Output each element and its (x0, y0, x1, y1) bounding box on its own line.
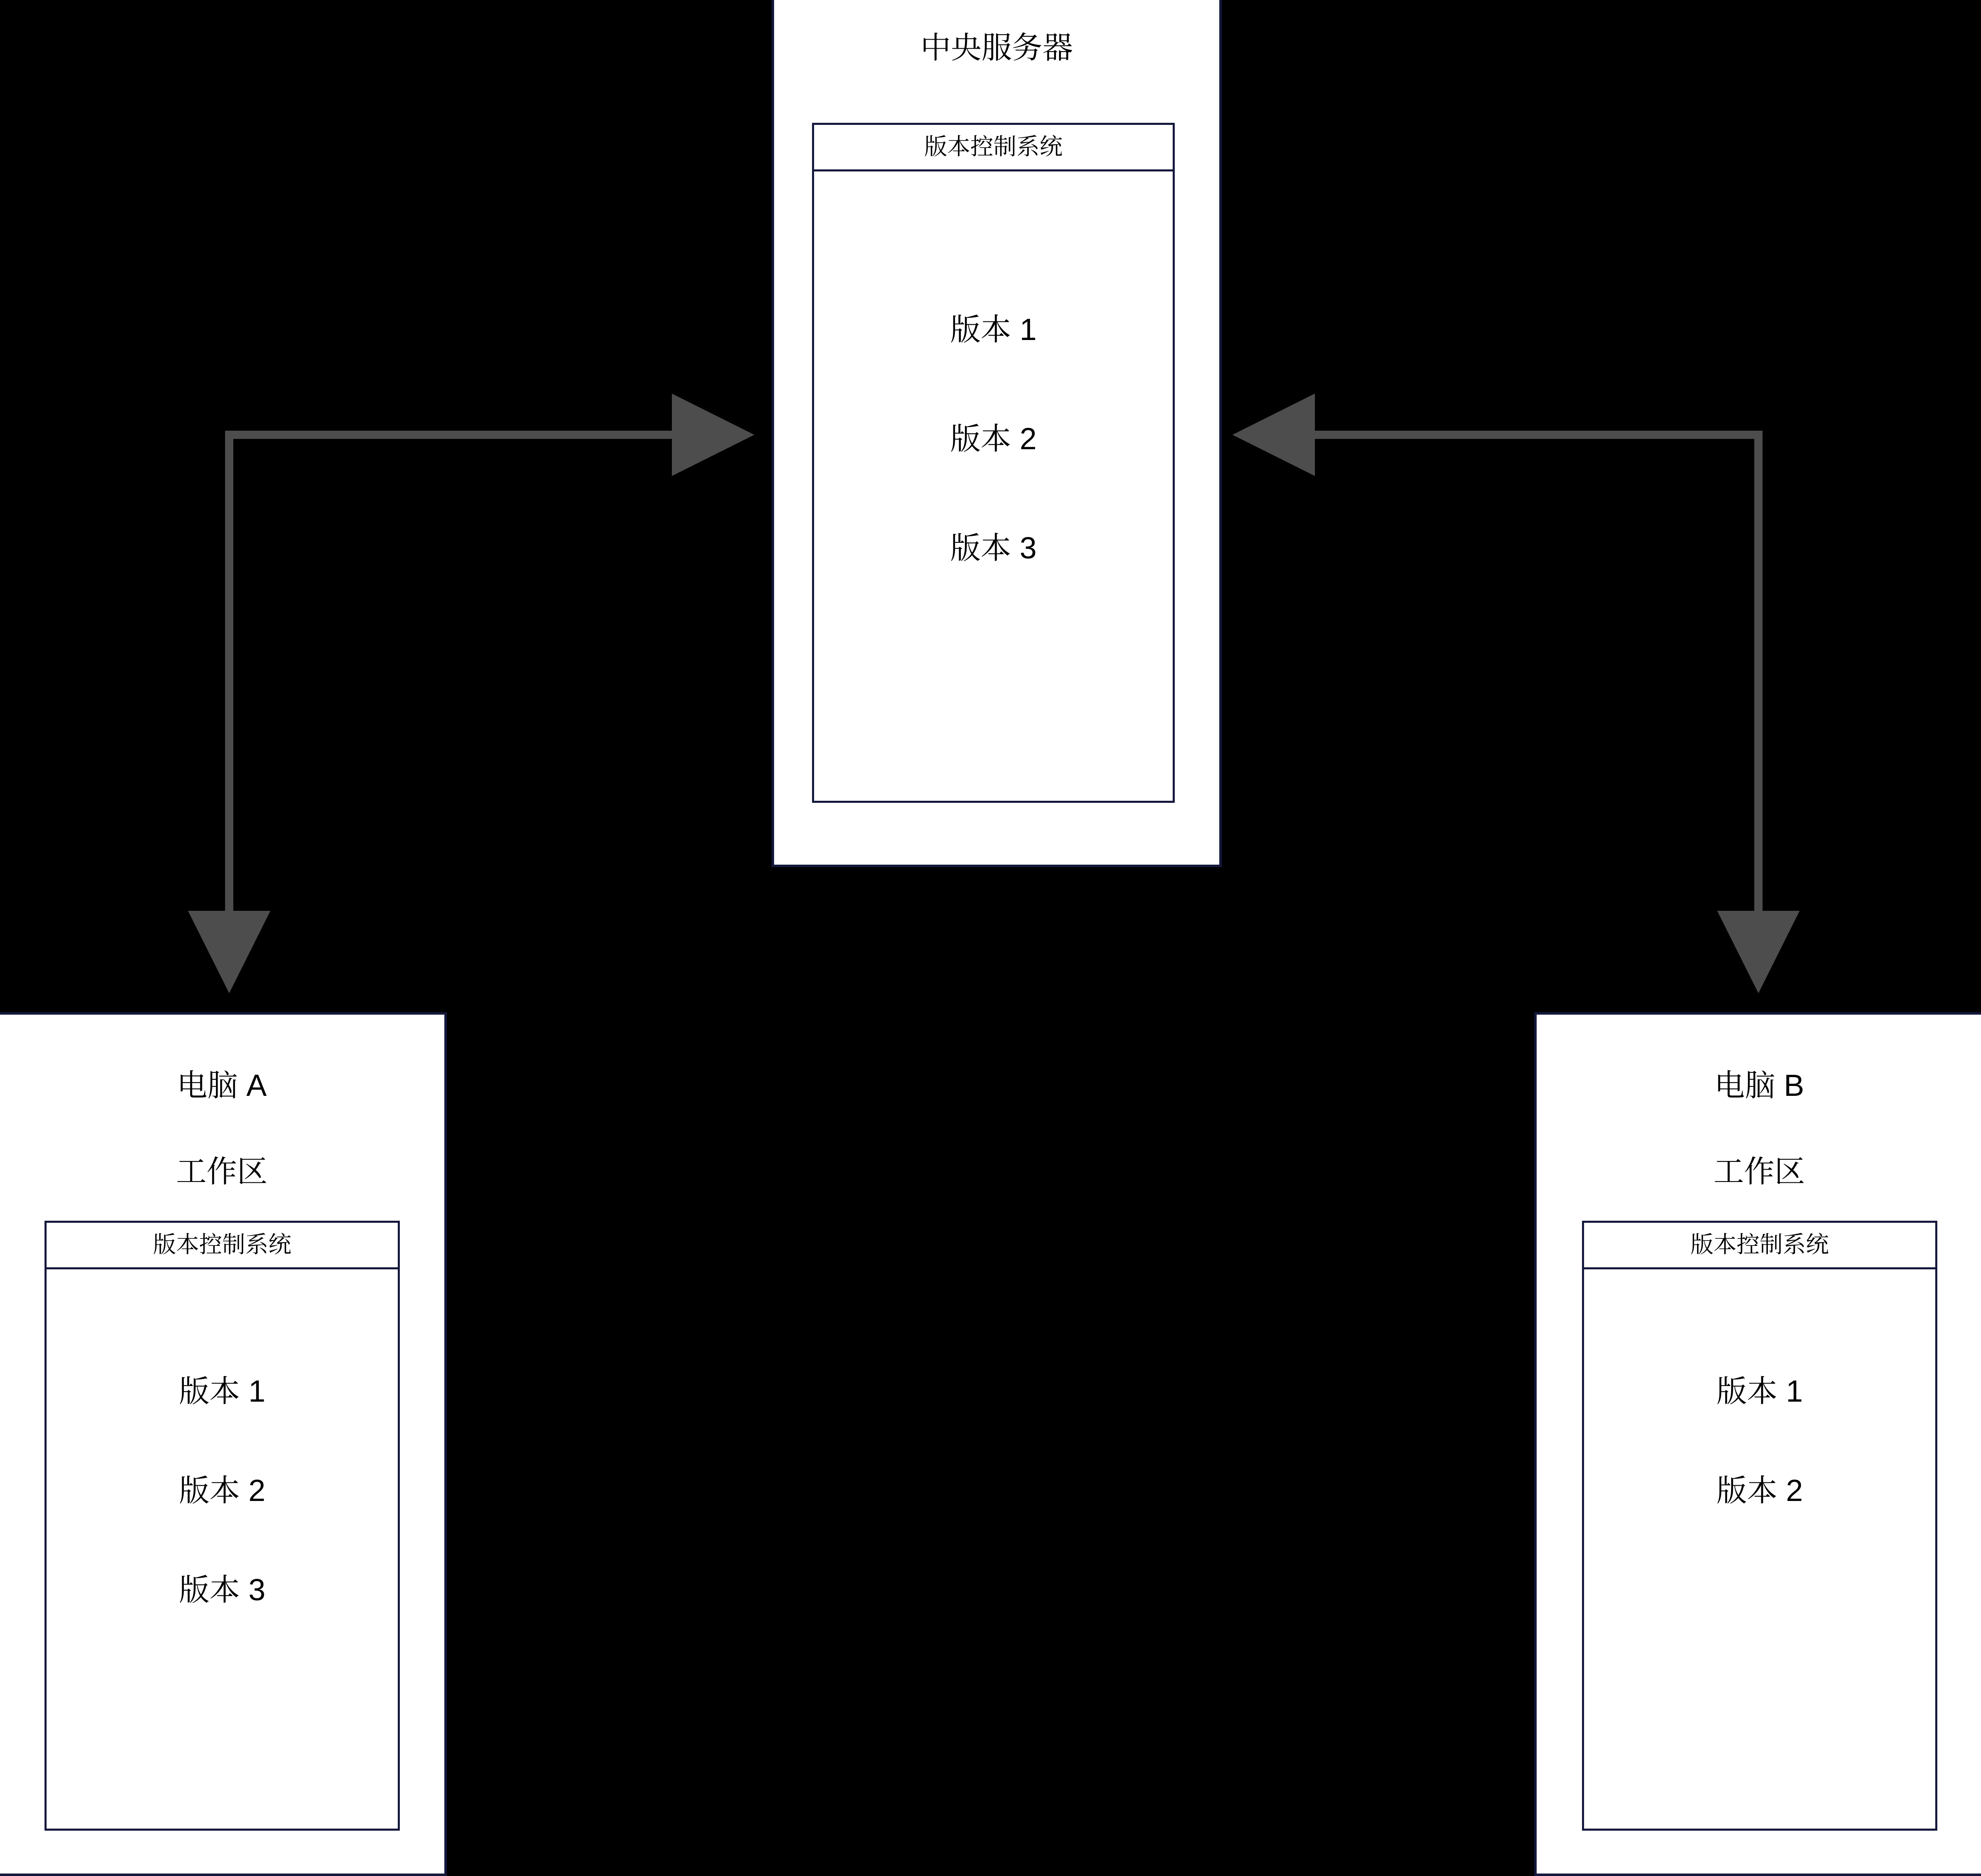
computer-a-title: 电脑 A (177, 1068, 267, 1102)
version-item: 版本 3 (179, 1572, 265, 1607)
computer-a-vcs-panel (45, 1221, 400, 1831)
version-item: 版本 3 (950, 530, 1037, 565)
central-server-vcs-label: 版本控制系统 (814, 125, 1173, 171)
version-item: 版本 2 (1716, 1473, 1803, 1508)
version-item: 版本 1 (179, 1374, 265, 1408)
computer-b-version-list (1584, 1269, 1935, 1572)
computer-b-vcs-label: 版本控制系统 (1584, 1223, 1935, 1269)
version-item: 版本 1 (950, 312, 1037, 347)
central-server-node (772, 0, 1222, 867)
computer-b-title: 电脑 B (1714, 1068, 1804, 1102)
central-server-title: 中央服务器 (920, 30, 1073, 65)
version-item: 版本 2 (179, 1473, 265, 1508)
computer-b-node (1534, 1012, 1981, 1876)
computer-a-node (0, 1012, 447, 1876)
version-item: 版本 2 (950, 421, 1037, 456)
central-server-version-list (814, 171, 1173, 639)
connector-computer-b-to-server (1241, 435, 1758, 985)
computer-a-vcs-label: 版本控制系统 (47, 1223, 398, 1269)
connector-computer-a-to-server (229, 435, 746, 985)
computer-a-version-list (47, 1269, 398, 1671)
computer-b-vcs-panel (1582, 1221, 1937, 1831)
computer-b-subtitle: 工作区 (1713, 1154, 1805, 1189)
version-item: 版本 1 (1716, 1374, 1803, 1408)
computer-a-subtitle: 工作区 (176, 1154, 268, 1189)
central-server-vcs-panel (812, 123, 1175, 803)
